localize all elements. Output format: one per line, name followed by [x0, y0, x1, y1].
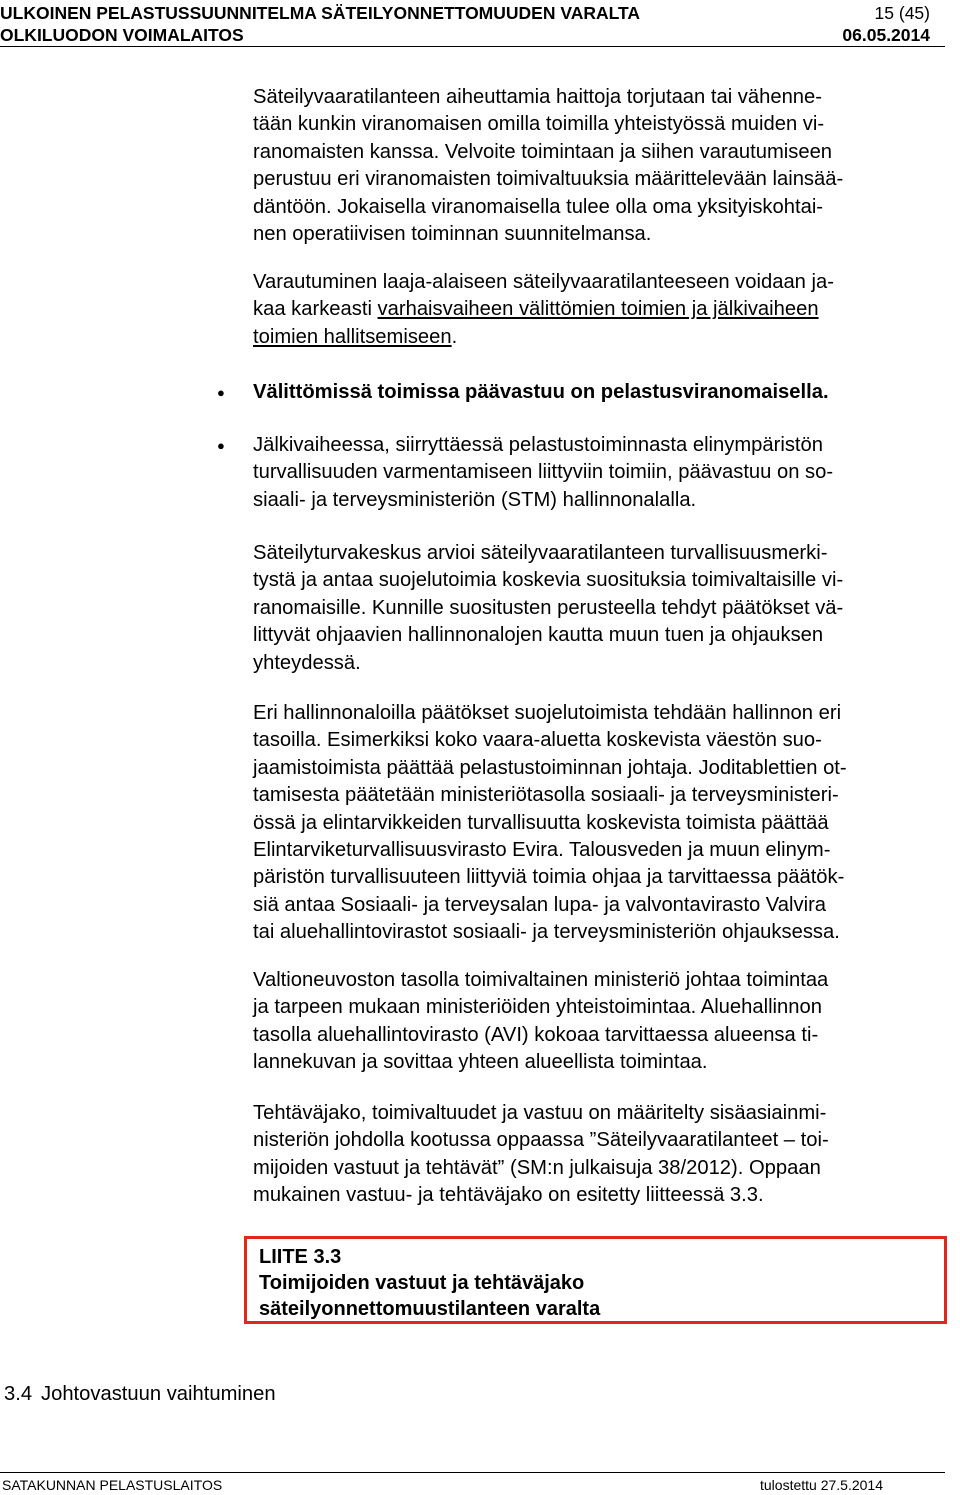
text-line: littyvät ohjaavien hallinnonalojen kautta muun tuen ja ohjauksen [253, 624, 824, 647]
bullet-item-2 [253, 432, 933, 514]
section-heading [4, 1381, 276, 1408]
text-line: tasolla aluehallintovirasto (AVI) kokoaa tarvittaessa alueensa ti- [253, 1023, 819, 1046]
section-number: 3.4 [4, 1383, 33, 1405]
text-line: tai aluehallintovirastot sosiaali- ja terveysministeriön ohjauksessa. [253, 921, 840, 944]
text-line: nisteriön johdolla kootussa oppaassa ”Säteilyvaaratilanteet – toi- [253, 1129, 829, 1152]
paragraph-5 [253, 967, 933, 1077]
text-line: ja tarpeen mukaan ministeriöiden yhteistoimintaa. Aluehallinnon [253, 996, 822, 1019]
text-line: össä ja elintarvikkeiden turvallisuutta koskevista toimista päättää [253, 811, 829, 834]
text-line: Jälkivaiheessa, siirryttäessä pelastustoiminnasta elinympäristön [253, 434, 823, 456]
header-title: ULKOINEN PELASTUSSUUNNITELMA SÄTEILYONNETTOMUUDEN VARALTA [0, 3, 641, 23]
underlined-phrase: toimien hallitsemiseen [253, 325, 452, 348]
text-line: tystä ja antaa suojelutoimia koskevia suosituksia toimivaltaisille vi- [253, 569, 844, 592]
text-line: tamisesta päätetään ministeriötasolla sosiaali- ja terveysministeri- [253, 784, 839, 807]
text-line: siaali- ja terveysministeriön (STM) hallinnonalalla. [253, 488, 697, 511]
paragraph-1 [253, 84, 933, 248]
text-line: perustuu eri viranomaisten toimivaltuuksia määrittelevään lainsää- [253, 168, 844, 191]
bullet-item-1 [253, 379, 933, 406]
appendix-label: LIITE 3.3 [259, 1246, 342, 1268]
text-line: tasoilla. Esimerkiksi koko vaara-aluetta koskevista väestön suo- [253, 729, 822, 752]
text-line [253, 324, 933, 351]
paragraph-3 [253, 540, 933, 677]
text-line: Valtioneuvoston tasolla toimivaltainen ministeriö johtaa toimintaa [253, 969, 829, 991]
text-line: turvallisuuden varmentamiseen liittyviin toimiin, päävastuu on so- [253, 461, 834, 484]
header-date: 06.05.2014 [842, 25, 930, 45]
text-line: ranomaisten kanssa. Velvoite toimintaan ja siihen varautumiseen [253, 140, 833, 163]
text-line: tään kunkin viranomaisen omilla toimilla yhteistyössä muiden vi- [253, 113, 825, 136]
underlined-phrase: varhaisvaiheen välittömien toimien ja jälkivaiheen [377, 298, 819, 321]
page-number: 15 (45) [874, 3, 930, 23]
text-line: siä antaa Sosiaali- ja terveysalan lupa- ja valvontavirasto Valvira [253, 893, 827, 916]
footer-organization: SATAKUNNAN PELASTUSLAITOS [2, 1477, 223, 1493]
appendix-title-line: Toimijoiden vastuut ja tehtäväjako [259, 1272, 585, 1294]
appendix-title-line: säteilyonnettomuustilanteen varalta [259, 1298, 601, 1320]
text-line: mukainen vastuu- ja tehtäväjako on esitetty liitteessä 3.3. [253, 1184, 764, 1207]
text-line: päristön turvallisuuteen liittyviä toimia ohjaa ja tarvittaessa päätök- [253, 866, 845, 889]
paragraph-2 [253, 269, 933, 351]
text-line: nen operatiivisen toiminnan suunnitelmansa. [253, 223, 652, 246]
text-line [253, 296, 933, 323]
footer-print-date: tulostettu 27.5.2014 [760, 1477, 883, 1493]
paragraph-4 [253, 700, 933, 947]
section-title: Johtovastuun vaihtuminen [41, 1383, 276, 1405]
text-line: lannekuvan ja sovittaa yhteen alueellista toimintaa. [253, 1051, 708, 1074]
text-line: däntöön. Jokaisella viranomaisella tulee olla oma yksityiskohtai- [253, 195, 824, 218]
bullet-icon: ● [217, 385, 225, 400]
paragraph-6 [253, 1100, 933, 1210]
text-line: Eri hallinnonaloilla päätökset suojelutoimista tehdään hallinnon eri [253, 702, 842, 724]
text-line: Elintarviketurvallisuusvirasto Evira. Talousveden ja muun elinym- [253, 839, 831, 862]
text-line: Säteilyvaaratilanteen aiheuttamia haittoja torjutaan tai vähenne- [253, 86, 822, 108]
bullet-icon: ● [217, 438, 225, 453]
footer-rule [0, 1472, 945, 1473]
header-subtitle: OLKILUODON VOIMALAITOS [0, 25, 244, 45]
text-line: Välittömissä toimissa päävastuu on pelastusviranomaisella. [253, 381, 829, 403]
appendix-reference-box[interactable] [244, 1236, 947, 1324]
text-span: kaa karkeasti [253, 298, 378, 321]
text-line: mijoiden vastuut ja tehtävät” (SM:n julkaisuja 38/2012). Oppaan [253, 1156, 821, 1179]
text-line: yhteydessä. [253, 651, 361, 674]
text-span: . [451, 325, 458, 348]
text-line: Tehtäväjako, toimivaltuudet ja vastuu on määritelty sisäasiainmi- [253, 1102, 827, 1124]
text-line: jaamistoimista päättää pelastustoiminnan johtaja. Joditablettien ot- [253, 756, 847, 779]
header-rule [0, 46, 945, 47]
text-line: Varautuminen laaja-alaiseen säteilyvaaratilanteeseen voidaan ja- [253, 271, 834, 293]
text-line: Säteilyturvakeskus arvioi säteilyvaaratilanteen turvallisuusmerki- [253, 542, 828, 564]
text-line: ranomaisille. Kunnille suositusten perusteella tehdyt päätökset vä- [253, 596, 844, 619]
